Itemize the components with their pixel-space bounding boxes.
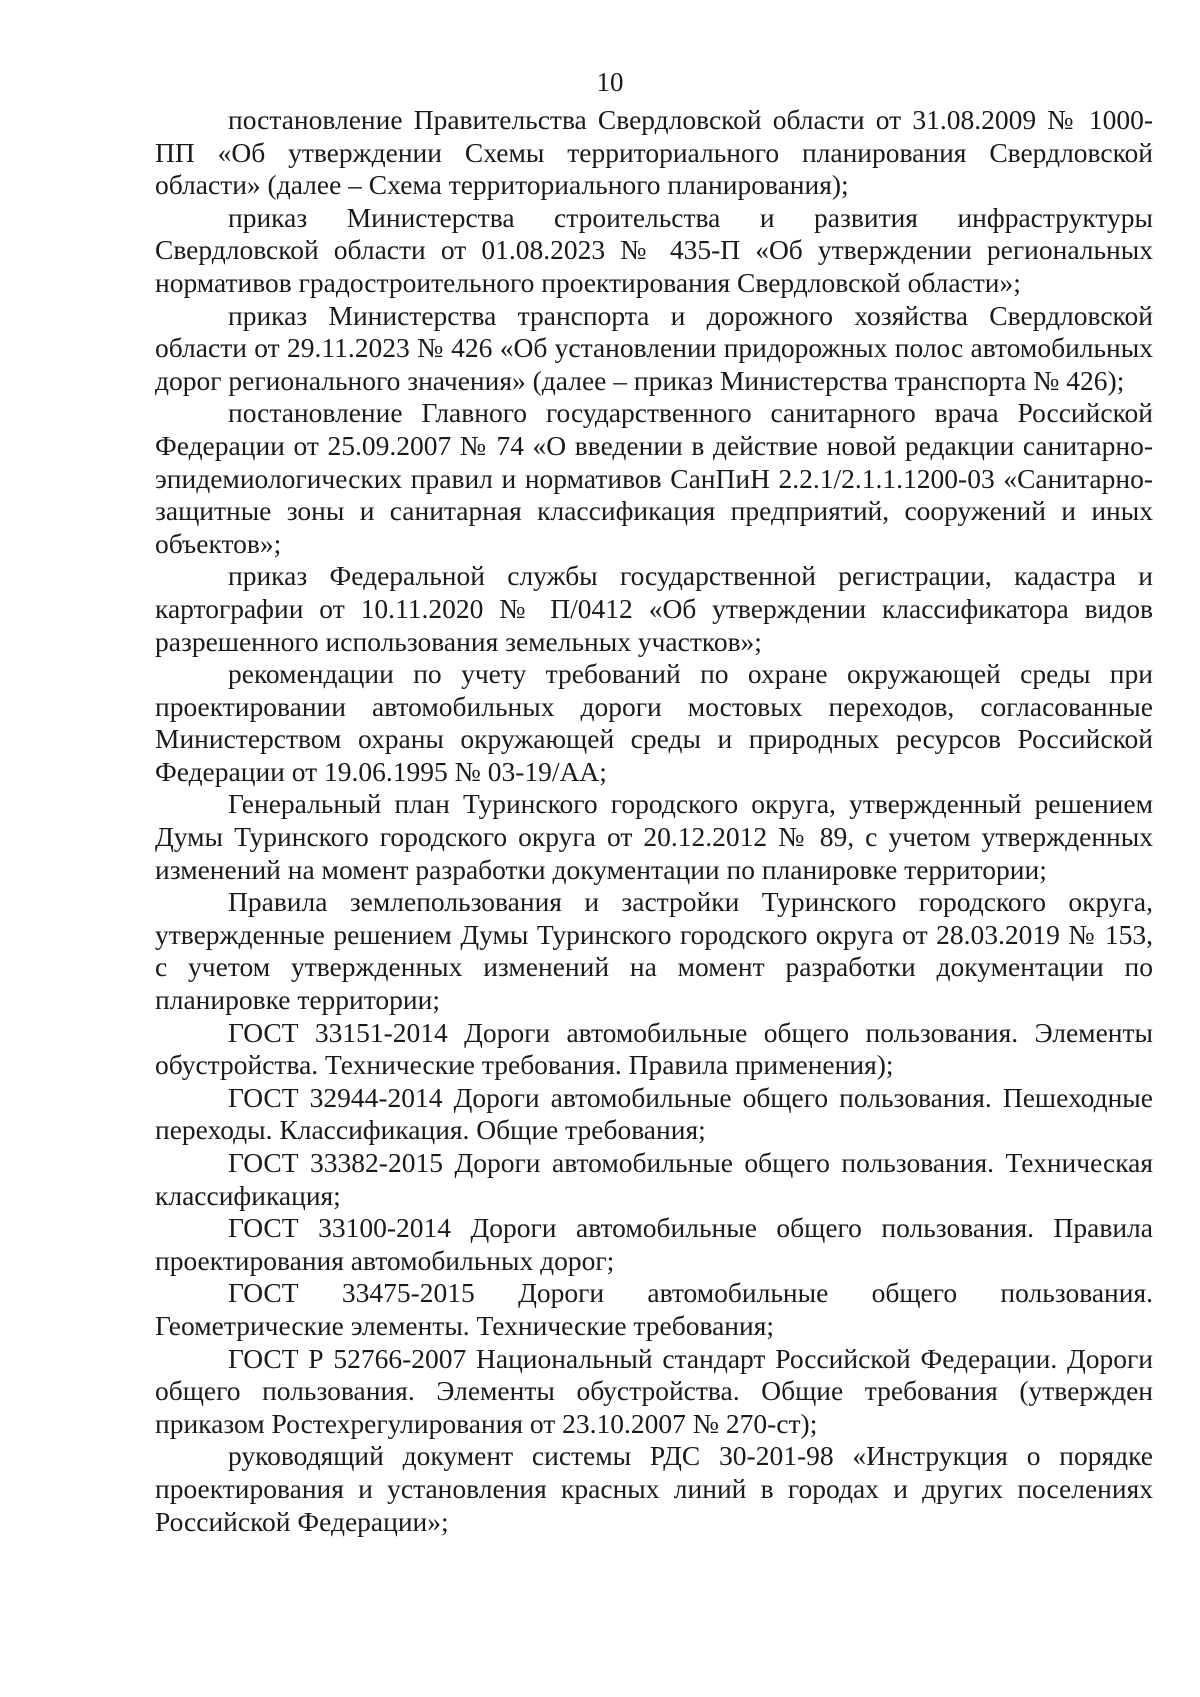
paragraph-environment-recommendations: рекомендации по учету требований по охране окружающей среды при проектировании автомобильных дороги мостовых переходов, согласованные Министерством охраны окружающей среды и природных ресурсов Российской Федерации от 19.06.1995 № 03-19/АА; (155, 658, 1153, 787)
paragraph-transport-order: приказ Министерства транспорта и дорожного хозяйства Свердловской области от 29.11.2023 № 426 «Об установлении придорожных полос автомобильных дорог регионального значения» (далее – приказ Министерства транспорта № 426); (155, 299, 1153, 396)
paragraph-general-plan: Генеральный план Туринского городского округа, утвержденный решением Думы Туринского городского округа от 20.12.2012 № 89, с учетом утвержденных изменений на момент разработки документации по планировке территории; (155, 788, 1153, 885)
paragraph-gost-33475: ГОСТ 33475-2015 Дороги автомобильные общего пользования. Геометрические элементы. Технические требования; (155, 1277, 1153, 1341)
document-body (155, 104, 1153, 1538)
paragraph-rds-30-201-98: руководящий документ системы РДС 30-201-98 «Инструкция о порядке проектирования и установления красных линий в городах и других поселениях Российской Федерации»; (155, 1440, 1153, 1537)
paragraph-construction-order: приказ Министерства строительства и развития инфраструктуры Свердловской области от 01.08.2023 № 435-П «Об утверждении региональных нормативов градостроительного проектирования Свердловской области»; (155, 201, 1153, 298)
paragraph-cadastre-order: приказ Федеральной службы государственной регистрации, кадастра и картографии от 10.11.2020 № П/0412 «Об утверждении классификатора видов разрешенного использования земельных участков»; (155, 560, 1153, 657)
paragraph-gost-32944: ГОСТ 32944-2014 Дороги автомобильные общего пользования. Пешеходные переходы. Классификация. Общие требования; (155, 1081, 1153, 1146)
paragraph-gost-33151: ГОСТ 33151-2014 Дороги автомобильные общего пользования. Элементы обустройства. Технические требования. Правила применения); (155, 1016, 1153, 1081)
page-number: 10 (596, 67, 624, 97)
paragraph-gost-33100: ГОСТ 33100-2014 Дороги автомобильные общего пользования. Правила проектирования автомобильных дорог; (155, 1212, 1153, 1276)
paragraph-gost-r-52766: ГОСТ Р 52766-2007 Национальный стандарт Российской Федерации. Дороги общего пользования. Элементы обустройства. Общие требования (утвержден приказом Ростехрегулирования от 23.10.2007 № 270-ст); (155, 1342, 1153, 1439)
paragraph-land-use-rules: Правила землепользования и застройки Туринского городского округа, утвержденные решением Думы Туринского городского округа от 28.03.2019 № 153, с учетом утвержденных изменений на момент разработки документации по планировке территории; (155, 886, 1153, 1016)
paragraph-schema-resolution: постановление Правительства Свердловской области от 31.08.2009 № 1000-ПП «Об утверждении Схемы территориального планирования Свердловской области» (далее – Схема территориального планирования); (155, 104, 1153, 201)
paragraph-gost-33382: ГОСТ 33382-2015 Дороги автомобильные общего пользования. Техническая классификация; (155, 1147, 1153, 1211)
paragraph-sanitary-resolution: постановление Главного государственного санитарного врача Российской Федерации от 25.09.2007 № 74 «О введении в действие новой редакции санитарно-эпидемиологических правил и нормативов СанПиН 2.2.1/2.1.1.1200-03 «Санитарно-защитные зоны и санитарная классификация предприятий, сооружений и иных объектов»; (155, 397, 1153, 559)
